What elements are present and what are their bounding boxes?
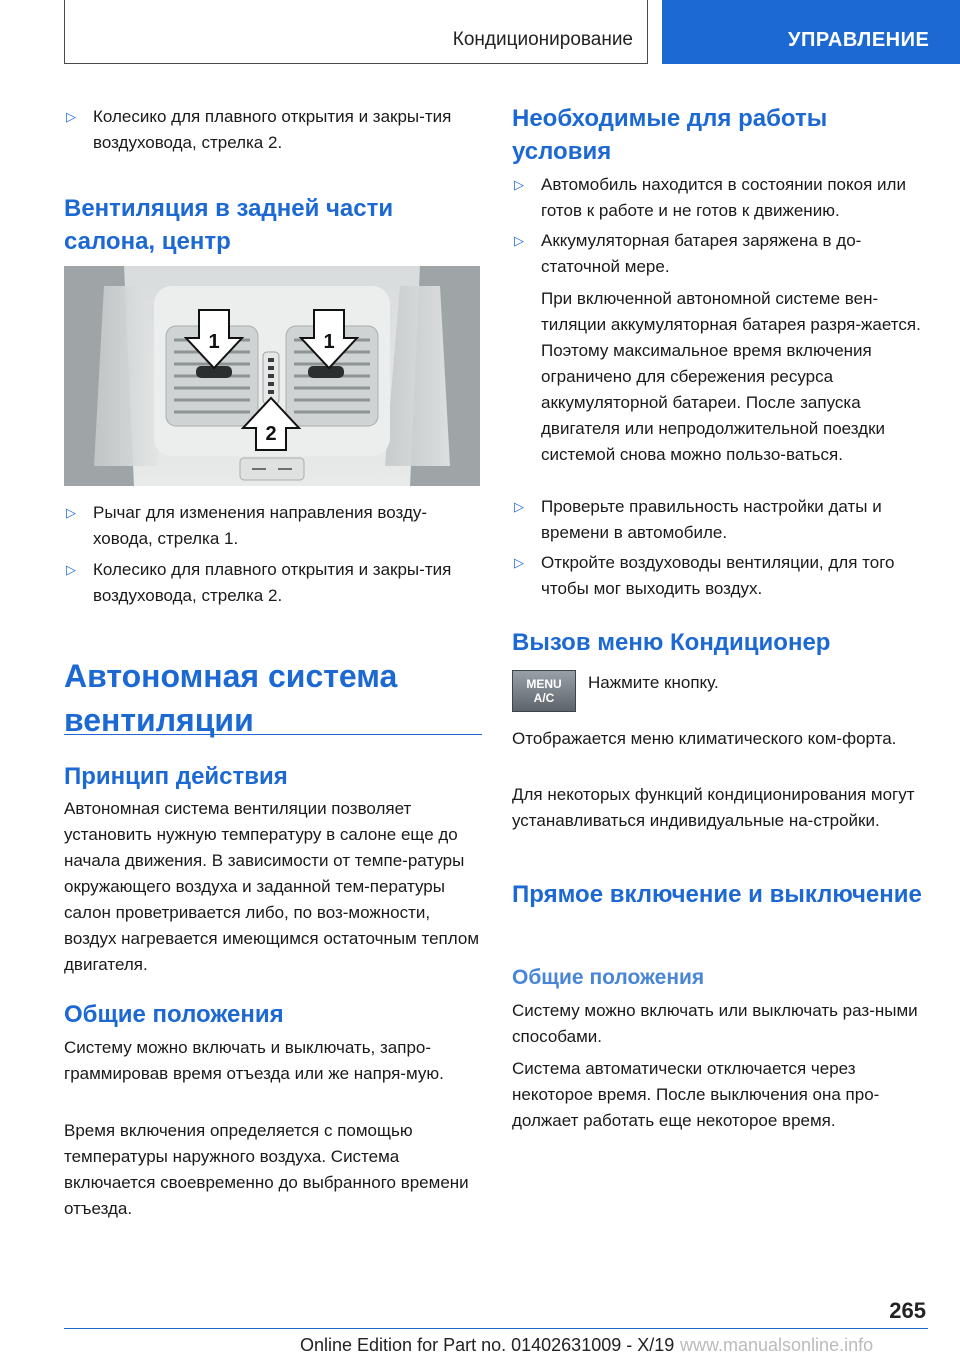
list-item (64, 557, 482, 609)
bullet-triangle-icon: ▷ (514, 177, 524, 192)
bullet-triangle-icon: ▷ (66, 562, 76, 577)
arrow-label-1-left: 1 (208, 331, 220, 353)
header-box (64, 0, 648, 64)
arrow-label-2: 2 (265, 423, 277, 445)
section-tab[interactable] (662, 0, 960, 64)
list-item (512, 494, 930, 546)
page-number: 265 (889, 1298, 926, 1323)
direct-paragraph-1: Систему можно включать или выключать раз-ными способами. (512, 1001, 918, 1046)
heading-rear-ventilation: Вентиляция в задней части салона, центр (64, 195, 394, 255)
section-divider (64, 734, 482, 735)
arrow-label-1-right: 1 (323, 331, 335, 353)
list-item-text: Автомобиль находится в состоянии покоя или готов к работе и не готов к движению. (541, 175, 906, 220)
menu-ac-button-icon (512, 670, 576, 712)
principle-paragraph: Автономная система вентиляции позволяет установить нужную температуру в салоне еще до начала движения. В зависимости от темпе-ратуры окружающего воздуха и заданной тем-пературы салон проветривается либо, по воз-можности, воздух нагревается имеющимся остаточным теплом двигателя. (64, 799, 480, 974)
list-item-text: Колесико для плавного открытия и закры-тия воздуховода, стрелка 2. (93, 107, 452, 152)
direct-paragraph-2: Система автоматически отключается через некоторое время. После выключения она про-должает работать еще некоторое время. (512, 1059, 880, 1130)
general-paragraph-2: Время включения определяется с помощью температуры наружного воздуха. Система включается своевременно до выбранного времени отъезда. (64, 1121, 469, 1218)
battery-note: При включенной автономной системе вен-тиляции аккумуляторная батарея разря-жается. Поэтому максимальное время включения ограничено для сбережения ресурса аккумуляторной батареи. После запуска двигателя или непродолжительной поездки системой снова можно пользо-ваться. (541, 289, 921, 464)
list-item-text: Откройте воздуховоды вентиляции, для того чтобы мог выходить воздух. (541, 553, 895, 598)
list-item (512, 550, 930, 602)
heading-general-right: Общие положения (512, 966, 705, 989)
list-item (512, 228, 930, 280)
watermark: www.manualsonline.info (680, 1335, 874, 1355)
heading-conditions: Необходимые для работы условия (512, 105, 828, 165)
heading-direct: Прямое включение и выключение (512, 881, 922, 908)
rear-vent-photo (64, 266, 480, 486)
list-item-text: Колесико для плавного открытия и закры-тия воздуховода, стрелка 2. (93, 560, 452, 605)
footer-divider (64, 1328, 928, 1329)
chapter-title: Кондиционирование (452, 29, 633, 50)
press-button-text: Нажмите кнопку. (588, 673, 719, 692)
section-label: УПРАВЛЕНИЕ (788, 29, 930, 51)
bullet-triangle-icon: ▷ (514, 555, 524, 570)
list-item (64, 104, 482, 156)
heading-principle: Принцип действия (64, 763, 288, 790)
list-item (512, 172, 930, 224)
list-item-text: Проверьте правильность настройки даты и времени в автомобиле. (541, 497, 882, 542)
bullet-triangle-icon: ▷ (66, 505, 76, 520)
list-item-text: Аккумуляторная батарея заряжена в до-статочной мере. (541, 231, 862, 276)
list-item (64, 500, 482, 552)
menu-button-sublabel: A/C (533, 691, 555, 705)
bullet-triangle-icon: ▷ (514, 499, 524, 514)
menu-button-label: MENU (526, 677, 562, 691)
menu-paragraph-2: Для некоторых функций кондиционирования могут устанавливаться индивидуальные на-стройки. (512, 785, 915, 830)
heading-menu: Вызов меню Кондиционер (512, 629, 831, 656)
heading-autonomous-ventilation: Автономная система вентиляции (64, 658, 398, 738)
edition-text: Online Edition for Part no. 01402631009 - X/19 (300, 1335, 675, 1355)
bullet-triangle-icon: ▷ (66, 109, 76, 124)
heading-general-left: Общие положения (64, 1001, 284, 1028)
list-item-text: Рычаг для изменения направления возду-ховода, стрелка 1. (93, 503, 428, 548)
general-paragraph-1: Систему можно включать и выключать, запро-граммировав время отъезда или же напря-мую. (64, 1038, 444, 1083)
bullet-triangle-icon: ▷ (514, 233, 524, 248)
menu-paragraph-1: Отображается меню климатического ком-форта. (512, 729, 897, 748)
